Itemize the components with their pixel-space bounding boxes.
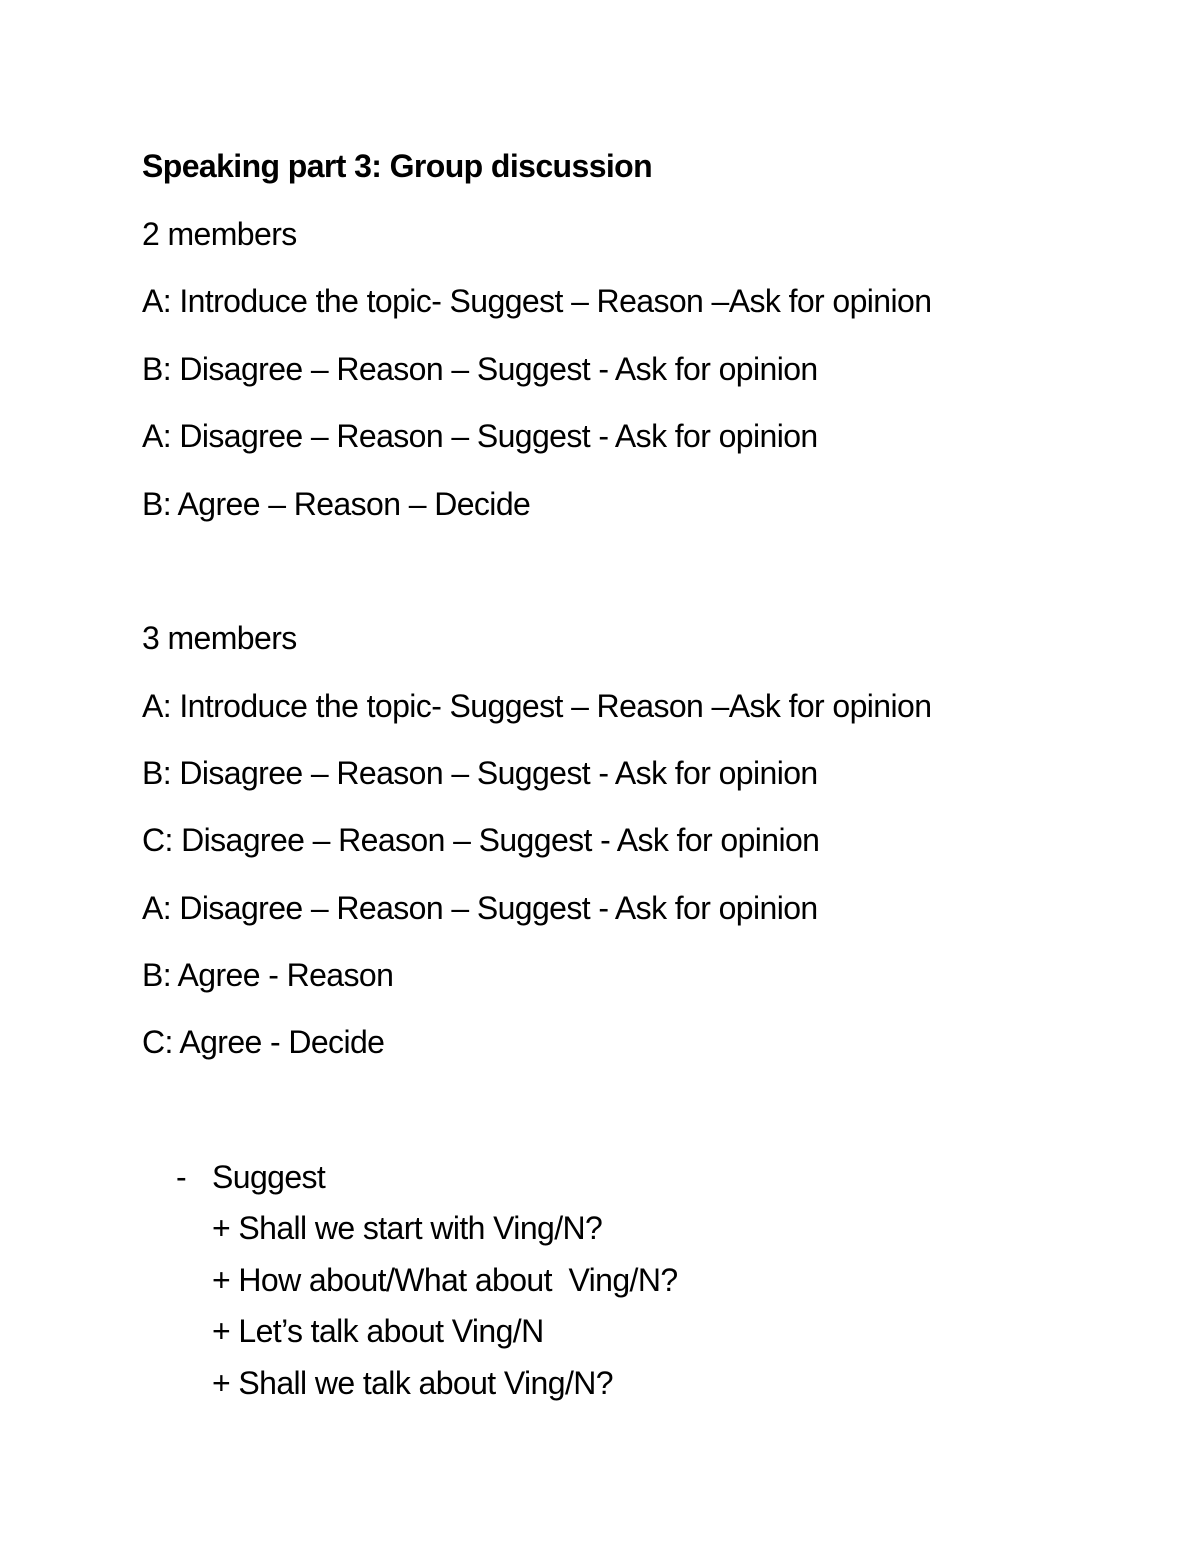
three-members-line: C: Disagree – Reason – Suggest - Ask for opinion — [142, 822, 820, 858]
two-members-heading: 2 members — [142, 216, 297, 252]
two-members-line: A: Introduce the topic- Suggest – Reason –Ask for opinion — [142, 283, 932, 319]
suggest-item: + How about/What about Ving/N? — [212, 1262, 678, 1298]
document-title: Speaking part 3: Group discussion — [142, 148, 653, 184]
three-members-line: A: Disagree – Reason – Suggest - Ask for opinion — [142, 890, 818, 926]
two-members-line: B: Disagree – Reason – Suggest - Ask for opinion — [142, 351, 818, 387]
suggest-item: + Let’s talk about Ving/N — [212, 1313, 544, 1349]
three-members-heading: 3 members — [142, 620, 297, 656]
three-members-line: B: Agree - Reason — [142, 957, 394, 993]
suggest-dash: - — [176, 1159, 187, 1195]
two-members-line: B: Agree – Reason – Decide — [142, 486, 531, 522]
three-members-line: A: Introduce the topic- Suggest – Reason –Ask for opinion — [142, 688, 932, 724]
suggest-label: Suggest — [212, 1159, 326, 1195]
two-members-line: A: Disagree – Reason – Suggest - Ask for opinion — [142, 418, 818, 454]
suggest-item: + Shall we talk about Ving/N? — [212, 1365, 613, 1401]
suggest-item: + Shall we start with Ving/N? — [212, 1210, 603, 1246]
three-members-line: B: Disagree – Reason – Suggest - Ask for opinion — [142, 755, 818, 791]
three-members-line: C: Agree - Decide — [142, 1024, 385, 1060]
